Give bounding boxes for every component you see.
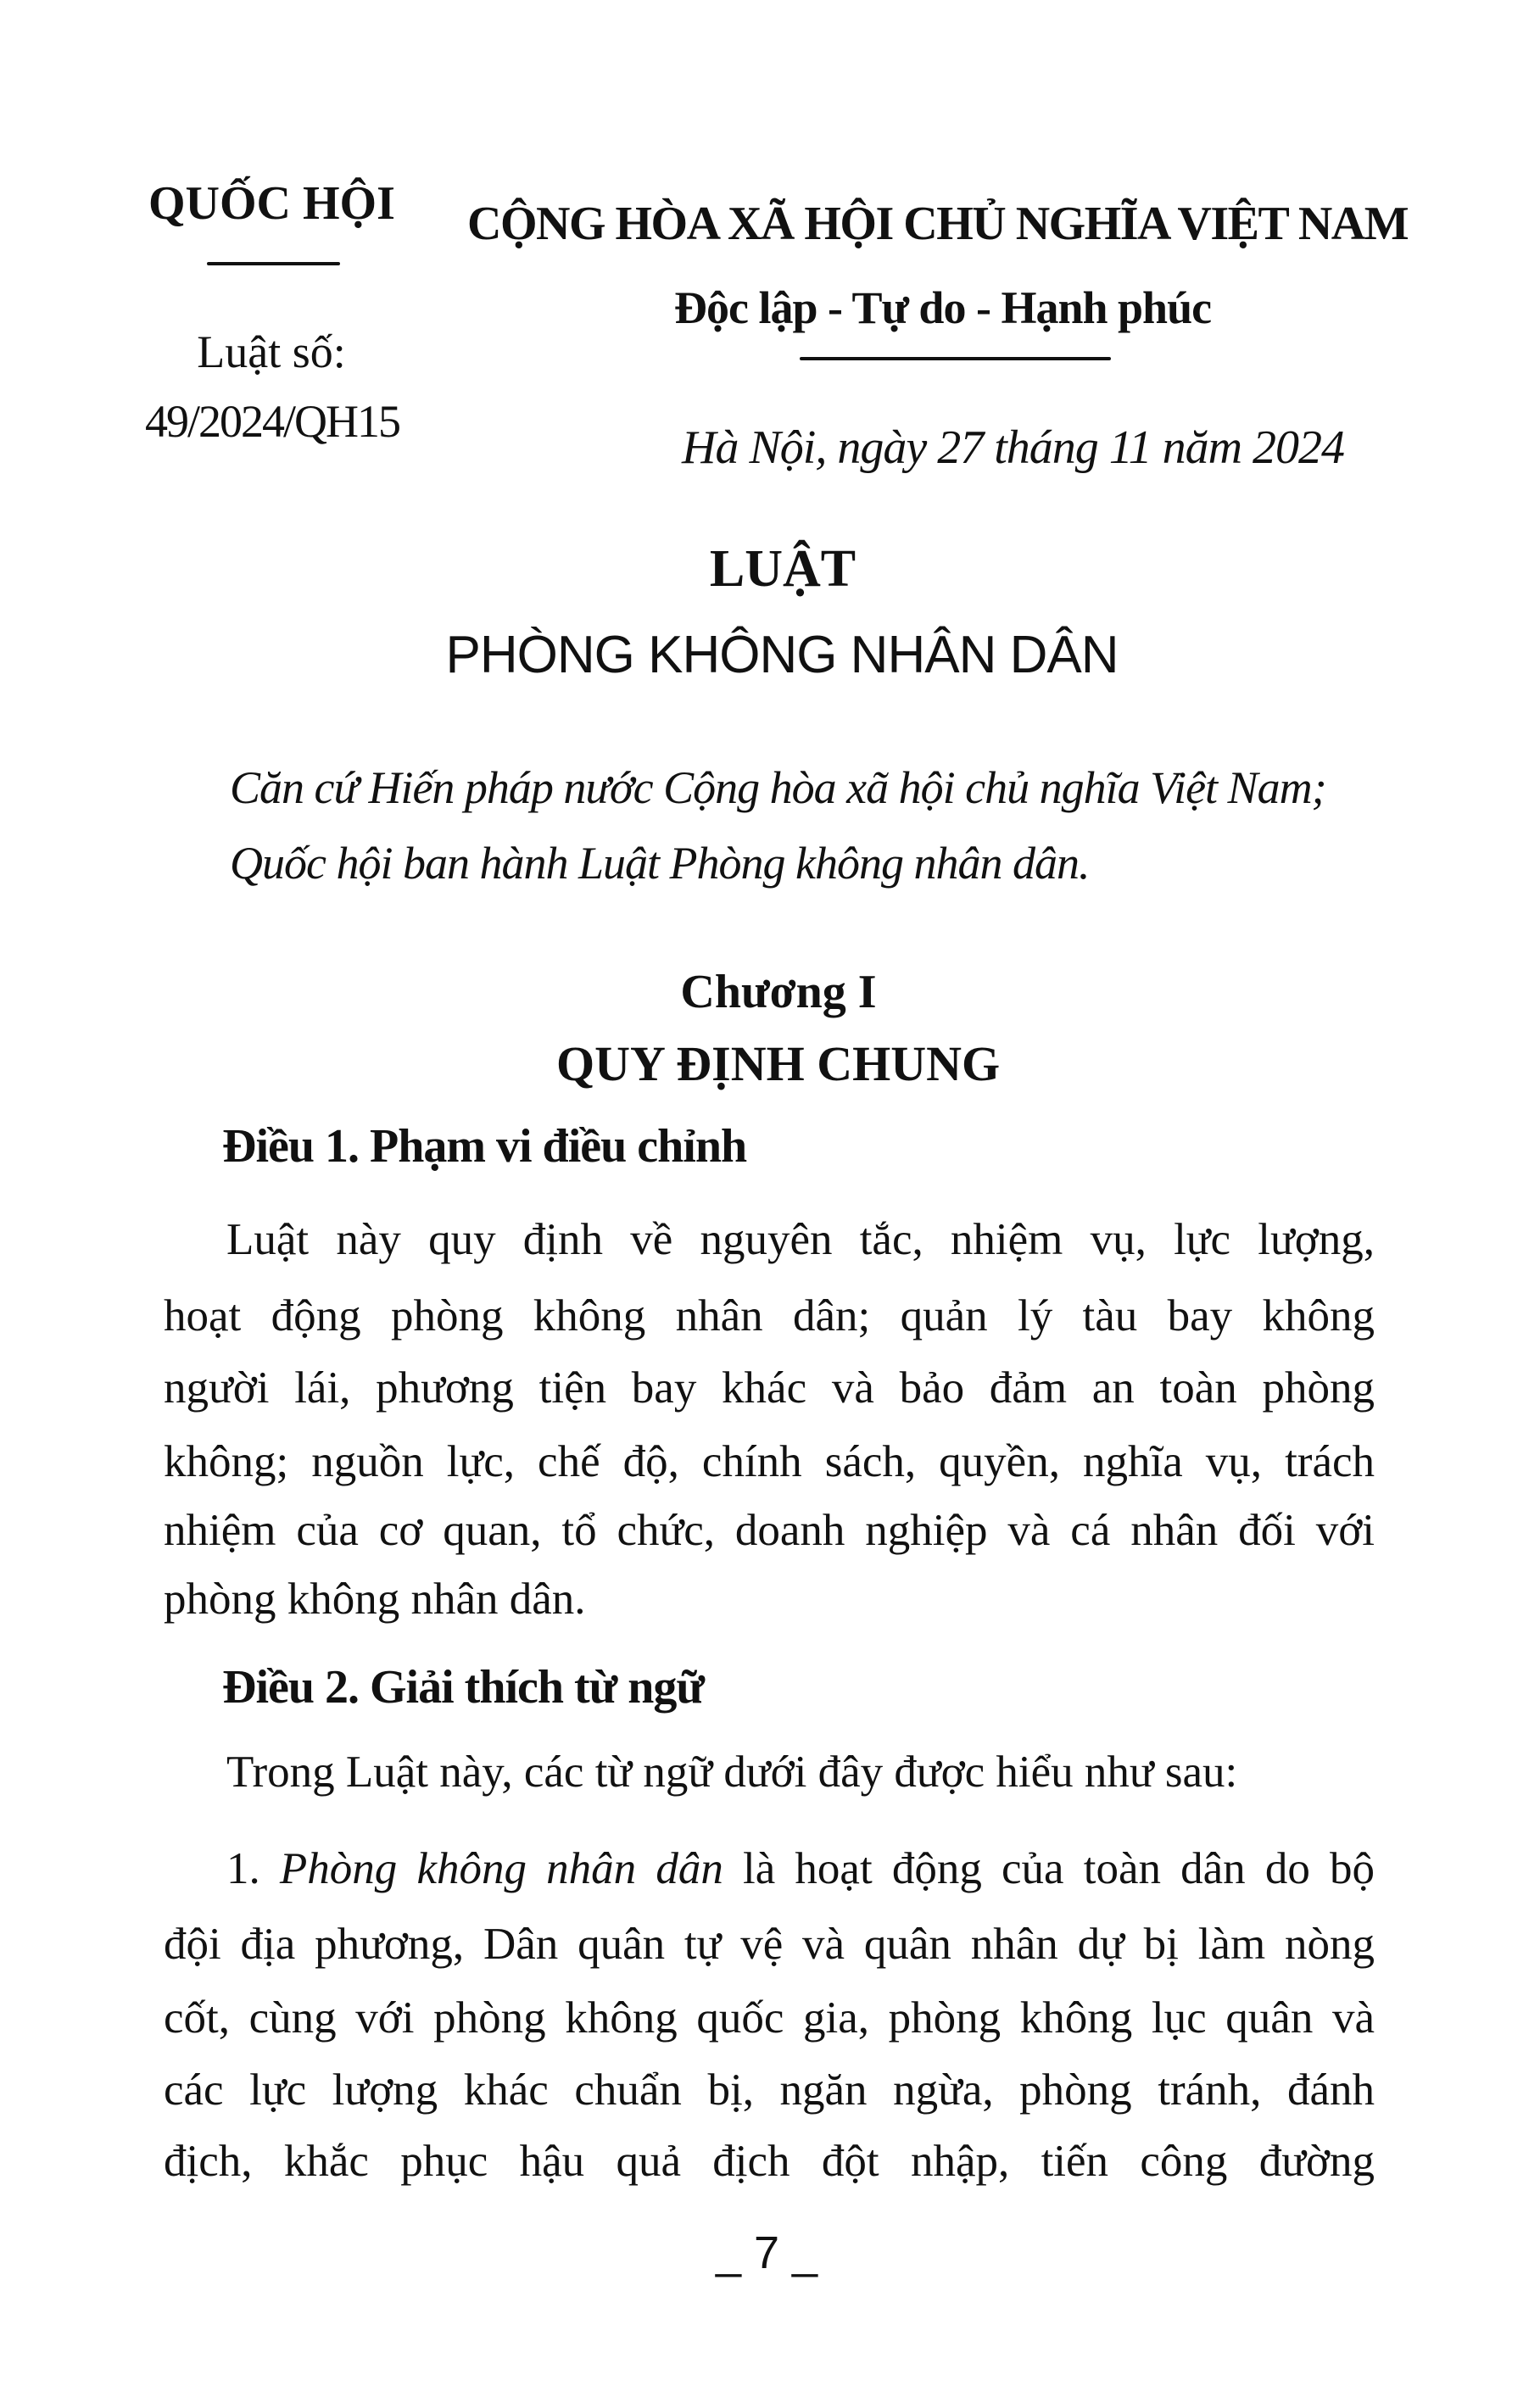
article-2-line: các lực lượng khác chuẩn bị, ngăn ngừa, phòng tránh, đánh	[164, 2065, 1375, 2115]
page-number: _ 7 _	[715, 2227, 818, 2278]
article-1-line: Luật này quy định về nguyên tắc, nhiệm vụ, lực lượng,	[226, 1215, 1375, 1264]
chapter-title: QUY ĐỊNH CHUNG	[556, 1036, 1001, 1091]
article-1-line: nhiệm của cơ quan, tổ chức, doanh nghiệp và cá nhân đối với	[164, 1506, 1375, 1555]
article-1-line: hoạt động phòng không nhân dân; quản lý tàu bay không	[164, 1291, 1375, 1341]
article-2-intro: Trong Luật này, các từ ngữ dưới đây được hiểu như sau:	[226, 1747, 1238, 1797]
article-1-heading: Điều 1. Phạm vi điều chỉnh	[222, 1120, 747, 1173]
country-name: CỘNG HÒA XÃ HỘI CHỦ NGHĨA VIỆT NAM	[467, 198, 1409, 250]
preamble-line: Căn cứ Hiến pháp nước Cộng hòa xã hội chủ nghĩa Việt Nam;	[230, 762, 1326, 813]
law-number: 49/2024/QH15	[145, 396, 399, 447]
article-2-line: cốt, cùng với phòng không quốc gia, phòng không lục quân và	[164, 1993, 1375, 2043]
motto-underline	[800, 357, 1111, 360]
article-2-line: đội địa phương, Dân quân tự vệ và quân nhân dự bị làm nòng	[164, 1920, 1375, 1969]
article-1-line: phòng không nhân dân.	[164, 1575, 586, 1624]
preamble-line: Quốc hội ban hành Luật Phòng không nhân dân.	[230, 838, 1090, 889]
law-name: PHÒNG KHÔNG NHÂN DÂN	[445, 626, 1119, 684]
law-number-label: Luật số:	[197, 326, 346, 377]
issuer-underline	[207, 262, 340, 265]
issuer: QUỐC HỘI	[148, 177, 395, 230]
national-motto: Độc lập - Tự do - Hạnh phúc	[674, 282, 1212, 333]
article-2-item-1-first-line	[226, 1844, 1375, 1893]
item-number: 1.	[226, 1844, 260, 1893]
document-type: LUẬT	[709, 540, 856, 598]
article-2-heading: Điều 2. Giải thích từ ngữ	[222, 1661, 705, 1714]
article-1-line: người lái, phương tiện bay khác và bảo đảm an toàn phòng	[164, 1363, 1375, 1413]
article-1-line: không; nguồn lực, chế độ, chính sách, quyền, nghĩa vụ, trách	[164, 1437, 1375, 1486]
chapter-number: Chương I	[680, 966, 877, 1018]
article-2-line: địch, khắc phục hậu quả địch đột nhập, tiến công đường	[164, 2137, 1375, 2186]
defined-term: Phòng không nhân dân	[279, 1844, 723, 1893]
definition-text: là hoạt động của toàn dân do bộ	[743, 1844, 1375, 1893]
place-date: Hà Nội, ngày 27 tháng 11 năm 2024	[682, 421, 1345, 474]
